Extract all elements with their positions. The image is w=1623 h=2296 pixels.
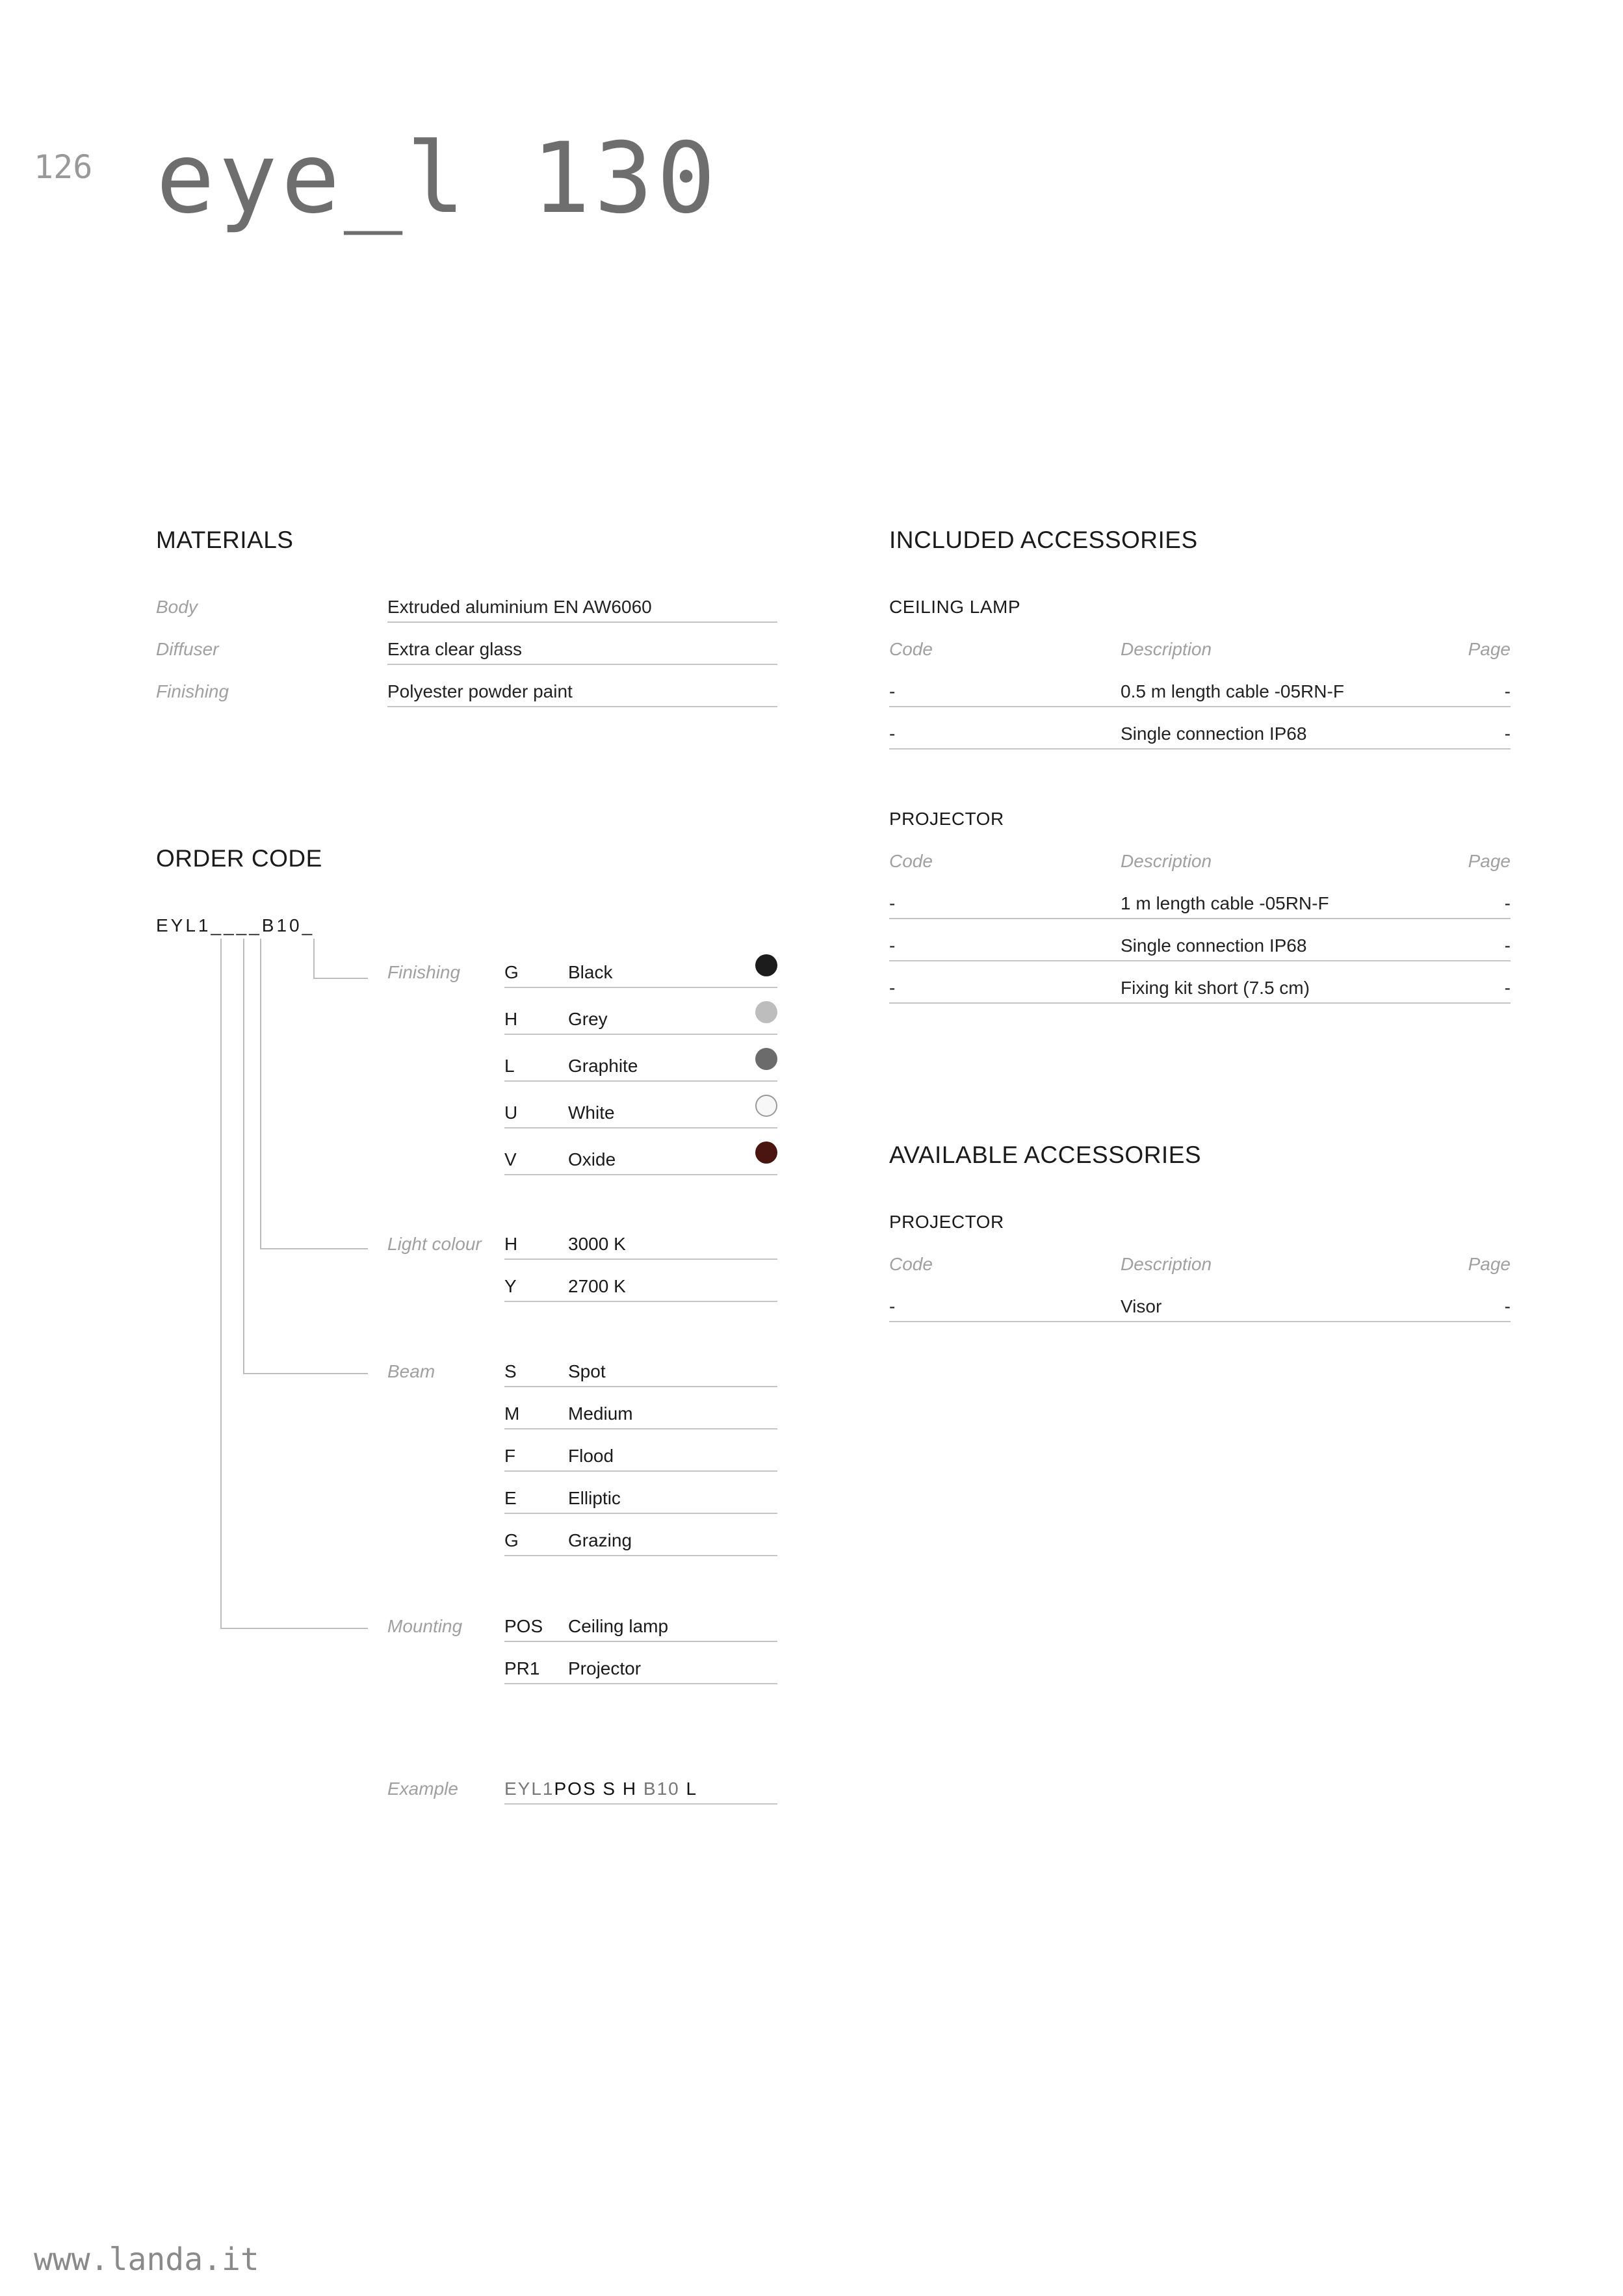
header-description: Description: [1121, 851, 1212, 871]
connector-beam-horizontal: [243, 1373, 368, 1374]
finishing-option: [504, 1149, 777, 1175]
row-code: -: [889, 681, 896, 701]
mounting-group-label: Mounting: [387, 1616, 463, 1636]
option-code: E: [504, 1488, 517, 1508]
table-row: [889, 724, 1511, 750]
option-name: Oxide: [568, 1149, 616, 1169]
materials-value: Extruded aluminium EN AW6060: [387, 597, 652, 617]
option-underline: [504, 1683, 777, 1684]
option-name: Medium: [568, 1403, 633, 1424]
row-code: -: [889, 1296, 896, 1316]
color-swatch-grey: [755, 1001, 777, 1023]
example-label: Example: [387, 1779, 458, 1799]
light-colour-group-label: Light colour: [387, 1234, 482, 1254]
row-description: 0.5 m length cable -05RN-F: [1121, 681, 1344, 701]
option-name: Grey: [568, 1009, 608, 1029]
connector-beam-vertical: [243, 939, 244, 1374]
option-underline: [504, 1470, 777, 1472]
header-code: Code: [889, 851, 933, 871]
beam-group-label: Beam: [387, 1361, 435, 1381]
page-title: eye_l 130: [156, 122, 720, 235]
mounting-option: [504, 1658, 777, 1684]
option-underline: [504, 1259, 777, 1260]
option-name: Black: [568, 962, 613, 982]
finishing-group-label: Finishing: [387, 962, 461, 982]
table-header: [889, 851, 1511, 877]
projector-subtitle: PROJECTOR: [889, 809, 1004, 829]
header-description: Description: [1121, 1254, 1212, 1274]
table-row: [889, 893, 1511, 919]
option-code: V: [504, 1149, 517, 1169]
beam-option: [504, 1403, 777, 1429]
row-underline: [889, 1002, 1511, 1004]
row-page: -: [1504, 893, 1511, 913]
materials-underline: [387, 706, 777, 707]
light-colour-option: [504, 1276, 777, 1302]
connector-finishing-vertical: [313, 939, 315, 979]
example-finishing: L: [686, 1779, 698, 1799]
row-code: -: [889, 893, 896, 913]
example-code: [504, 1779, 777, 1805]
row-page: -: [1504, 681, 1511, 701]
header-code: Code: [889, 639, 933, 659]
row-underline: [889, 918, 1511, 919]
included-accessories-title: INCLUDED ACCESSORIES: [889, 527, 1198, 553]
option-underline: [504, 1127, 777, 1128]
mounting-option: [504, 1616, 777, 1642]
connector-light-vertical: [260, 939, 261, 1249]
materials-label: Body: [156, 597, 198, 617]
materials-value: Extra clear glass: [387, 639, 522, 659]
option-code: G: [504, 962, 519, 982]
option-underline: [504, 1641, 777, 1642]
option-code: PR1: [504, 1658, 540, 1678]
option-underline: [504, 1174, 777, 1175]
color-swatch-graphite: [755, 1048, 777, 1070]
option-code: G: [504, 1530, 519, 1550]
option-name: Elliptic: [568, 1488, 621, 1508]
finishing-option: [504, 962, 777, 988]
finishing-option: [504, 1102, 777, 1128]
connector-light-horizontal: [260, 1248, 368, 1249]
row-underline: [889, 748, 1511, 750]
row-page: -: [1504, 935, 1511, 956]
order-code-string: EYL1____B10_: [156, 915, 315, 935]
option-code: L: [504, 1056, 515, 1076]
connector-mounting-horizontal: [220, 1628, 368, 1629]
footer-url[interactable]: www.landa.it: [34, 2241, 259, 2278]
example-fixed: B10: [643, 1779, 680, 1799]
materials-label: Diffuser: [156, 639, 219, 659]
beam-option: [504, 1446, 777, 1472]
option-name: 2700 K: [568, 1276, 626, 1296]
color-swatch-white: [755, 1095, 777, 1117]
option-code: S: [504, 1361, 517, 1381]
example-prefix: EYL1: [504, 1779, 554, 1799]
page-number: 126: [34, 148, 93, 186]
materials-title: MATERIALS: [156, 527, 294, 553]
option-code: M: [504, 1403, 520, 1424]
option-underline: [504, 1386, 777, 1387]
available-accessories-title: AVAILABLE ACCESSORIES: [889, 1141, 1202, 1168]
row-description: Single connection IP68: [1121, 935, 1307, 956]
option-name: Projector: [568, 1658, 642, 1678]
row-code: -: [889, 724, 896, 744]
connector-mounting-vertical: [220, 939, 222, 1629]
row-page: -: [1504, 724, 1511, 744]
materials-underline: [387, 621, 777, 623]
materials-underline: [387, 664, 777, 665]
option-name: Spot: [568, 1361, 606, 1381]
row-page: -: [1504, 978, 1511, 998]
header-page: Page: [1468, 639, 1511, 659]
table-header: [889, 639, 1511, 665]
table-row: [889, 1296, 1511, 1322]
option-name: Ceiling lamp: [568, 1616, 669, 1636]
materials-label: Finishing: [156, 681, 229, 701]
option-underline: [504, 1301, 777, 1302]
row-description: Fixing kit short (7.5 cm): [1121, 978, 1310, 998]
option-underline: [504, 987, 777, 988]
color-swatch-black: [755, 954, 777, 976]
finishing-option: [504, 1056, 777, 1082]
option-underline: [504, 1080, 777, 1082]
example-mounting: POS: [554, 1779, 597, 1799]
row-underline: [889, 1321, 1511, 1322]
beam-option: [504, 1361, 777, 1387]
row-code: -: [889, 935, 896, 956]
option-code: POS: [504, 1616, 543, 1636]
option-name: Graphite: [568, 1056, 638, 1076]
available-projector-subtitle: PROJECTOR: [889, 1212, 1004, 1232]
table-row: [889, 935, 1511, 961]
row-page: -: [1504, 1296, 1511, 1316]
example-light: H: [622, 1779, 638, 1799]
example-underline: [504, 1803, 777, 1805]
table-row: [889, 681, 1511, 707]
materials-value: Polyester powder paint: [387, 681, 573, 701]
row-description: Single connection IP68: [1121, 724, 1307, 744]
header-page: Page: [1468, 1254, 1511, 1274]
finishing-option: [504, 1009, 777, 1035]
option-code: H: [504, 1009, 518, 1029]
row-underline: [889, 960, 1511, 961]
color-swatch-oxide: [755, 1141, 777, 1164]
option-underline: [504, 1555, 777, 1556]
table-row: [889, 978, 1511, 1004]
ceiling-lamp-subtitle: CEILING LAMP: [889, 597, 1021, 617]
materials-row: [156, 639, 777, 665]
header-description: Description: [1121, 639, 1212, 659]
option-underline: [504, 1513, 777, 1514]
row-underline: [889, 706, 1511, 707]
header-page: Page: [1468, 851, 1511, 871]
materials-row: [156, 681, 777, 707]
row-description: Visor: [1121, 1296, 1162, 1316]
beam-option: [504, 1530, 777, 1556]
option-name: Grazing: [568, 1530, 632, 1550]
order-code-title: ORDER CODE: [156, 845, 322, 872]
option-name: Flood: [568, 1446, 614, 1466]
example-code-value: [504, 1779, 697, 1799]
row-description: 1 m length cable -05RN-F: [1121, 893, 1329, 913]
option-code: U: [504, 1102, 518, 1123]
option-underline: [504, 1428, 777, 1429]
option-code: H: [504, 1234, 518, 1254]
option-name: White: [568, 1102, 615, 1123]
option-underline: [504, 1034, 777, 1035]
light-colour-option: [504, 1234, 777, 1260]
option-code: Y: [504, 1276, 517, 1296]
header-code: Code: [889, 1254, 933, 1274]
row-code: -: [889, 978, 896, 998]
connector-finishing-horizontal: [313, 978, 368, 979]
beam-option: [504, 1488, 777, 1514]
option-code: F: [504, 1446, 516, 1466]
table-header: [889, 1254, 1511, 1280]
option-name: 3000 K: [568, 1234, 626, 1254]
materials-row: [156, 597, 777, 623]
example-beam: S: [603, 1779, 617, 1799]
